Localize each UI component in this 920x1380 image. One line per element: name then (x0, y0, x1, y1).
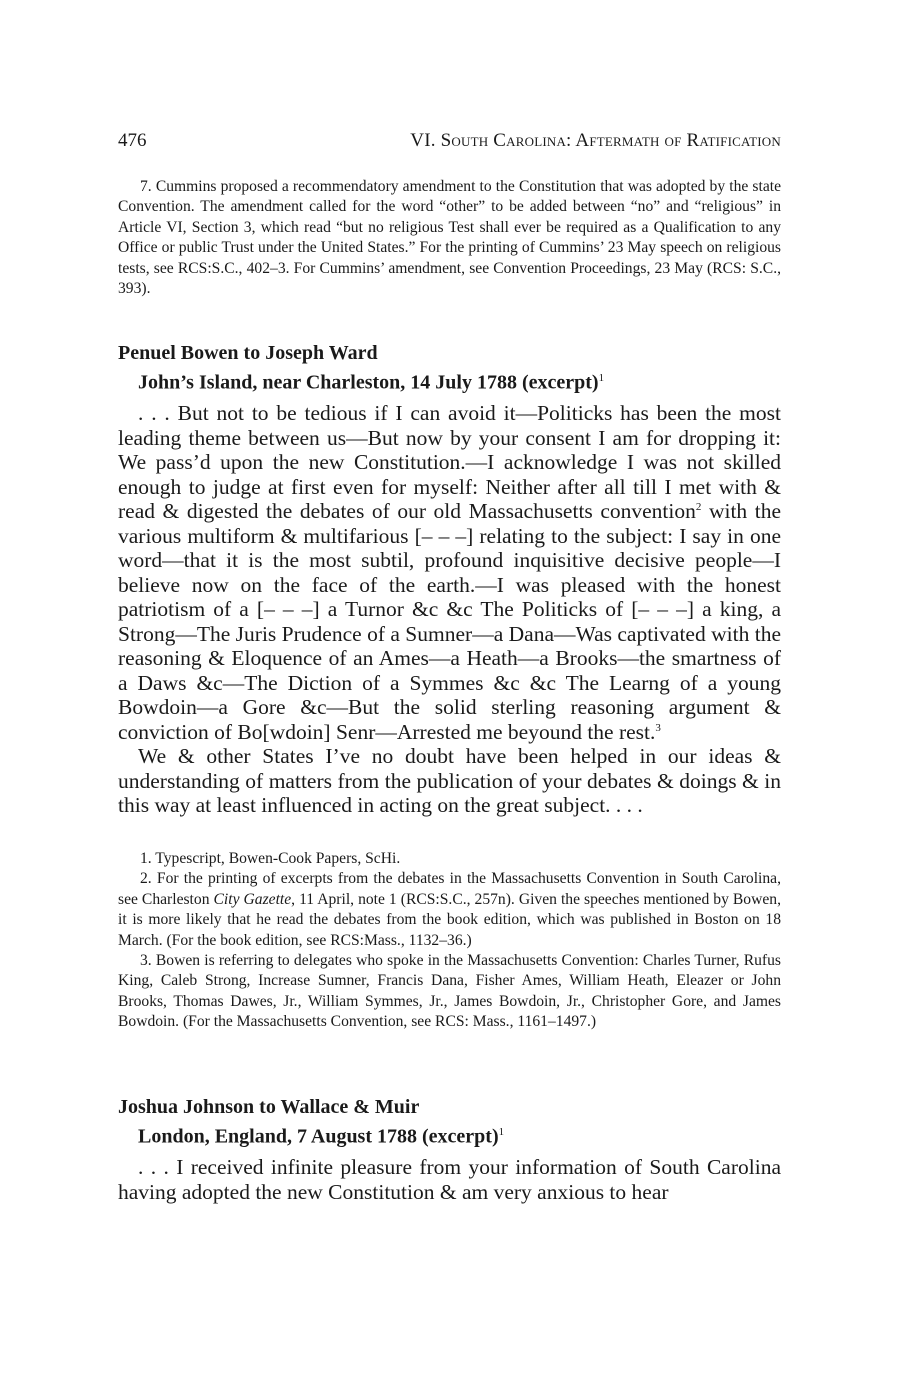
doc2-body (118, 1155, 781, 1204)
doc1-paragraph-1 (118, 401, 781, 744)
doc1-footnote-3: 3. Bowen is referring to delegates who spoke in the Massachusetts Convention: Charles Turner, Rufus King, Caleb Strong, Increase Sumner, Francis Dana, Fisher Ames, William Heath, Eleazer or John Brooks, Thomas Dawes, Jr., William Symmes, Jr., James Bowdoin, Jr., Christopher Gore, and James Bowdoin. (For the Massachusetts Convention, see RCS: Mass., 1161–1497.) (118, 952, 781, 1031)
doc1-paragraph-2: We & other States I’ve no doubt have been helped in our ideas & understanding of matters from the publication of your debates & doings & in this way at least influenced in acting on the great subject. . . . (118, 744, 781, 817)
doc2-heading-title: Joshua Johnson to Wallace & Muir (118, 1096, 420, 1118)
doc1-heading-dateline (118, 366, 781, 396)
doc1-footnote-2 (118, 869, 781, 951)
doc2-heading (118, 1095, 781, 1150)
doc2-dateline-text: London, England, 7 August 1788 (excerpt) (138, 1125, 499, 1148)
doc1-para1-part-a: . . . But not to be tedious if I can avoid it—Politicks has been the most leading theme between us—But now by your consent I am for dropping it: We pass’d upon the new Constitution.—I acknowledge I was not skilled enough to judge at first even for myself: Neither after all till I met with & read & digested the debates of our old Massachusetts convention (118, 401, 781, 523)
doc1-para1-part-b: with the various multiform & multifarious [– – –] relating to the subject: I say in one word—that it is the most subtil, profound inquisitive decisive people—I believe now on the face of the earth.—I was pleased with the honest patriotism of a [– – –] a Turnor &c &c The Politicks of [– – –] a king, a Strong—The Juris Prudence of a Sumner—a Dana—Was captivated with the reasoning & Eloquence of an Ames—a Heath—a Brooks—the smartness of a Daws &c—The Diction of a Symmes &c &c The Learng of a young Bowdoin—a Gore &c—But the solid sterling reasoning argument & conviction of Bo[wdoin] Senr—Arrested me beyound the rest. (118, 499, 781, 744)
doc1-heading-note-ref: 1 (598, 372, 605, 384)
note-ref-2: 2 (695, 500, 702, 513)
doc2-heading-dateline (118, 1120, 781, 1150)
doc2-paragraph-1: . . . I received infinite pleasure from your information of South Carolina having adopted the new Constitution & am very anxious to hear (118, 1155, 781, 1204)
page-number: 476 (118, 130, 147, 151)
doc1-dateline-text: John’s Island, near Charleston, 14 July 1788 (excerpt) (138, 371, 599, 394)
doc2-heading-note-ref: 1 (498, 1126, 505, 1138)
doc1-heading (118, 341, 781, 396)
running-head (118, 130, 781, 154)
doc1-heading-title: Penuel Bowen to Joseph Ward (118, 342, 378, 364)
doc1-footnote-1: 1. Typescript, Bowen-Cook Papers, ScHi. (140, 850, 401, 867)
footnote-7: 7. Cummins proposed a recommendatory amendment to the Constitution that was adopted by the state Convention. The amendment called for the word “other” to be added between “no” and “religious” in Article VI, Section 3, which read “but no religious Test shall ever be required as a Qualification to any Office or public Trust under the United States.” For the printing of Cummins’ 23 May speech on religious tests, see RCS:S.C., 402–3. For Cummins’ amendment, see Convention Proceedings, 23 May (RCS: S.C., 393). (118, 178, 781, 298)
top-footnote (118, 177, 781, 299)
running-title: VI. South Carolina: Aftermath of Ratification (410, 130, 781, 151)
note-ref-3: 3 (655, 721, 661, 734)
footnote-2-part-a: 2. For the printing of excerpts from the debates in the Massachusetts Convention in South Carolina, see Charleston (118, 870, 781, 908)
doc1-body (118, 401, 781, 818)
footnote-2-italic: City Gazette (213, 890, 292, 908)
doc1-footnotes (118, 849, 781, 1033)
footnote-2-part-b: , 11 April, note 1 (RCS:S.C., 257n). Given the speeches mentioned by Bowen, it is more likely that he read the debates from the book edition, which was published in Boston on 18 March. (For the book edition, see RCS:Mass., 1132–36.) (118, 890, 781, 949)
